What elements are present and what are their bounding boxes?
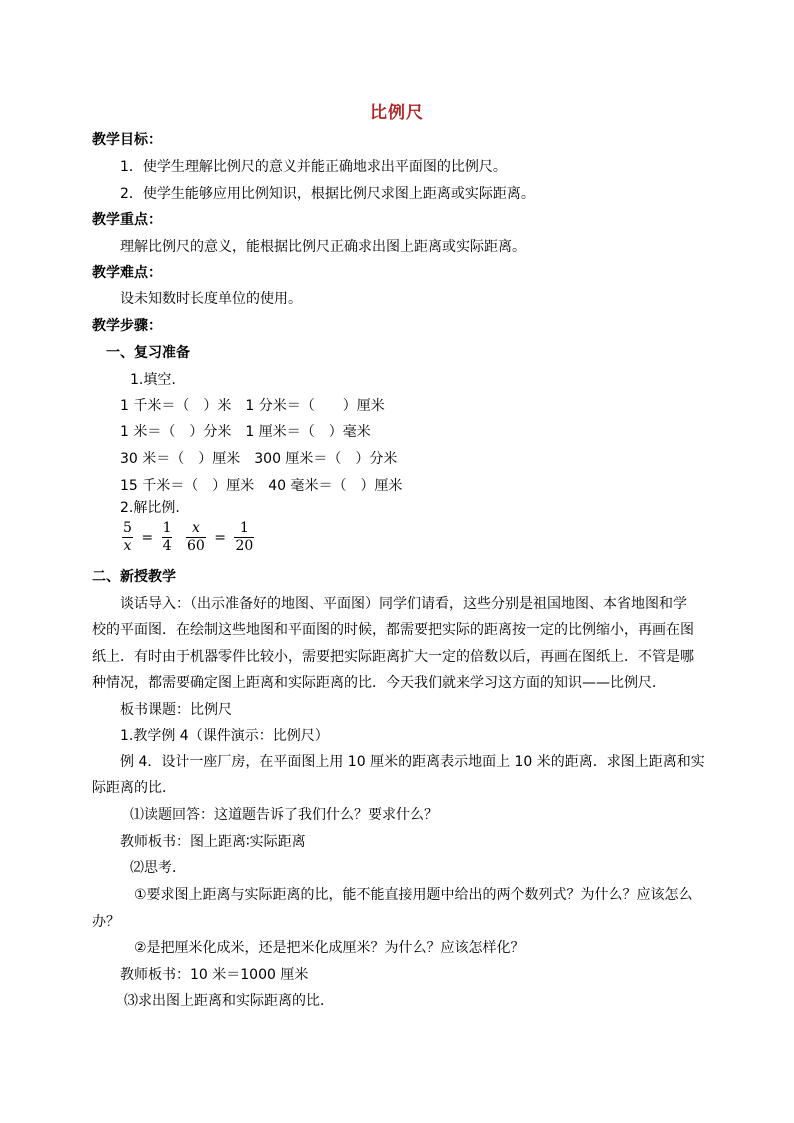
numerator: x xyxy=(186,520,206,538)
difficulties-heading: 教学难点： xyxy=(92,265,162,281)
intro-line-1: 谈话导入：（出示准备好的地图、平面图）同学们请看，这些分别是祖国地图、本省地图和学 xyxy=(120,596,687,612)
numerator: 1 xyxy=(162,520,172,536)
steps-heading: 教学步骤： xyxy=(92,318,162,334)
board-note-1: 教师板书：图上距离∶实际距离 xyxy=(120,834,306,850)
denominator: 60 xyxy=(187,538,205,554)
board-note-2: 教师板书：10 米＝1000 厘米 xyxy=(120,967,309,983)
fill-line-1: 1 千米＝（ ）米 1 分米＝（ ）厘米 xyxy=(120,398,385,414)
goal-item-2: 2．使学生能够应用比例知识，根据比例尺求图上距离或实际距离。 xyxy=(120,186,535,202)
fill-title: 1.填空. xyxy=(130,372,176,388)
part2-heading: 二、新授教学 xyxy=(92,569,176,585)
key-points-text: 理解比例尺的意义，能根据比例尺正确求出图上距离或实际距离。 xyxy=(120,239,526,255)
page-title: 比例尺 xyxy=(370,103,424,123)
difficulties-text: 设未知数时长度单位的使用。 xyxy=(120,291,302,307)
example-line-2: 际距离的比． xyxy=(92,780,176,796)
intro-line-4: 种情况，都需要确定图上距离和实际距离的比．今天我们就来学习这方面的知识——比例尺． xyxy=(92,675,666,691)
intro-line-2: 校的平面图．在绘制这些地图和平面图的时候，都需要把实际的距离按一定的比例缩小，再画在图 xyxy=(92,622,694,638)
part1-heading: 一、复习准备 xyxy=(106,345,190,361)
example-title: 1.教学例 4（课件演示：比例尺） xyxy=(120,728,329,744)
example-line-1: 例 4．设计一座厂房，在平面图上用 10 厘米的距离表示地面上 10 米的距离．求图上距离和实 xyxy=(120,754,705,770)
question-3: ⑶求出图上距离和实际距离的比． xyxy=(124,993,334,1009)
intro-line-3: 纸上．有时由于机器零件比较小，需要把实际距离扩大一定的倍数以后，再画在图纸上．不管是哪 xyxy=(92,649,694,665)
numerator: 5 xyxy=(123,520,132,536)
question-1: ⑴读题回答：这道题告诉了我们什么？要求什么？ xyxy=(130,807,438,823)
solve-title: 2.解比例. xyxy=(120,500,180,516)
denominator: 4 xyxy=(162,538,172,554)
think-2: ②是把厘米化成米，还是把米化成厘米？为什么？应该怎样化？ xyxy=(134,940,525,956)
denominator: 20 xyxy=(235,538,254,554)
equals-sign: = xyxy=(141,529,154,546)
fill-line-2: 1 米＝（ ）分米 1 厘米＝（ ）毫米 xyxy=(120,424,371,440)
equals-sign: = xyxy=(214,529,227,546)
fraction xyxy=(122,520,133,555)
board-title: 板书课题：比例尺 xyxy=(120,702,232,718)
fraction xyxy=(162,520,173,555)
goals-heading: 教学目标： xyxy=(92,132,162,148)
fill-line-3: 30 米＝（ ）厘米 300 厘米＝（ ）分米 xyxy=(120,451,398,467)
fraction xyxy=(186,520,206,555)
numerator: 1 xyxy=(234,520,254,538)
question-2: ⑵思考． xyxy=(130,860,186,876)
think-line-1: ①要求图上距离与实际距离的比，能不能直接用题中给出的两个数列式？为什么？应该怎么 xyxy=(134,887,693,903)
fraction xyxy=(234,520,254,555)
proportion-equation-1 xyxy=(122,520,172,555)
key-points-heading: 教学重点： xyxy=(92,212,162,228)
fill-line-4: 15 千米＝（ ）厘米 40 毫米＝（ ）厘米 xyxy=(120,478,403,494)
goal-item-1: 1．使学生理解比例尺的意义并能正确地求出平面图的比例尺。 xyxy=(120,159,507,175)
think-line-2: 办？ xyxy=(92,914,120,930)
denominator: x xyxy=(123,538,132,554)
proportion-equation-2 xyxy=(186,520,254,555)
